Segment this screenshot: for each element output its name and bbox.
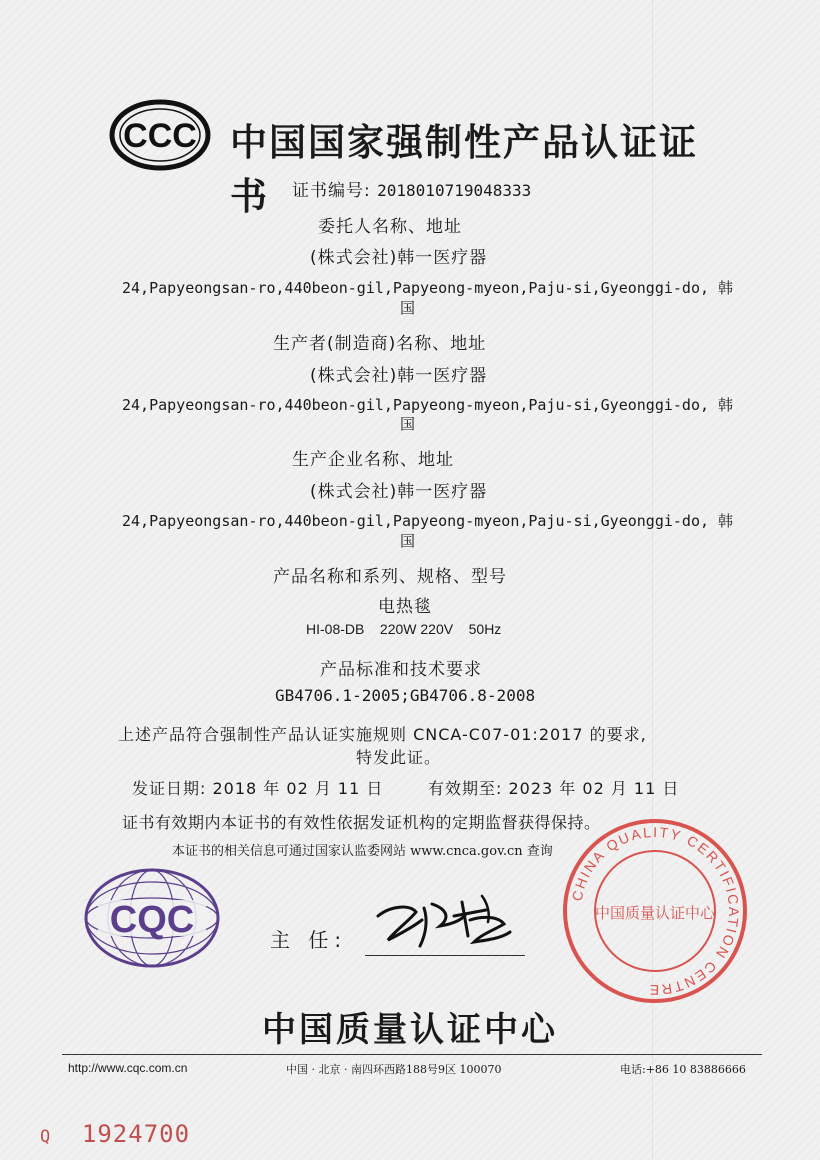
certificate-title: 中国国家强制性产品认证证书 (230, 121, 698, 218)
ccc-logo-text: CCC (123, 117, 197, 155)
statement-line2: 特发此证。 (356, 748, 442, 767)
cqc-logo-text: CQC (109, 899, 195, 941)
signature-line (365, 955, 525, 956)
certificate-number: 2018010719048333 (377, 181, 532, 200)
expiry-date: 2023 年 02 月 11 日 (508, 779, 680, 798)
footer-website: http://www.cqc.com.cn (68, 1061, 188, 1075)
official-seal-icon (560, 816, 750, 1006)
serial-number (40, 1120, 190, 1148)
issue-date: 2018 年 02 月 11 日 (212, 779, 384, 798)
product-name: 电热毯 (378, 597, 432, 617)
manufacturer-address-line2: 国 (400, 415, 416, 433)
certificate-number-label: 证书编号: (292, 181, 371, 201)
product-model: HI-08-DB 220W 220V 50Hz (306, 621, 502, 637)
expiry-date-label: 有效期至: (428, 779, 503, 798)
issuer-name: 中国质量认证中心 (262, 1010, 558, 1050)
manufacturer-name: (株式会社)韩一医疗器 (310, 366, 488, 386)
cqc-logo-icon (82, 866, 222, 970)
applicant-heading: 委托人名称、地址 (318, 217, 462, 237)
factory-address-line1: 24,Papyeongsan-ro,440beon-gil,Papyeong-myeon,Paju-si,Gyeonggi-do, 韩 (122, 512, 734, 530)
factory-address-line2: 国 (400, 532, 416, 550)
product-heading: 产品名称和系列、规格、型号 (273, 567, 507, 587)
footer-address: 中国 · 北京 · 南四环西路188号9区 100070 (286, 1063, 502, 1076)
footer-divider (62, 1054, 762, 1055)
factory-heading: 生产企业名称、地址 (292, 450, 454, 470)
signatory-label: 主 任: (270, 928, 348, 952)
applicant-address-line1: 24,Papyeongsan-ro,440beon-gil,Papyeong-myeon,Paju-si,Gyeonggi-do, 韩 (122, 279, 734, 297)
footer-phone: 电话:+86 10 83886666 (620, 1063, 746, 1076)
standards-heading: 产品标准和技术要求 (320, 660, 482, 680)
serial-value: 1924700 (81, 1120, 191, 1148)
ccc-logo-icon (108, 98, 212, 172)
standards-value: GB4706.1-2005;GB4706.8-2008 (275, 686, 536, 705)
manufacturer-heading: 生产者(制造商)名称、地址 (273, 334, 487, 354)
applicant-name: (株式会社)韩一医疗器 (310, 248, 488, 268)
issue-date-row (132, 776, 383, 799)
statement-line1: 上述产品符合强制性产品认证实施规则 CNCA-C07-01:2017 的要求, (118, 725, 647, 744)
certificate-number-row (292, 176, 531, 201)
signature-image (370, 886, 530, 956)
validity-note: 证书有效期内本证书的有效性依据发证机构的定期监督获得保持。 (122, 813, 601, 832)
applicant-address-line2: 国 (400, 299, 416, 317)
seal-inner-text: 中国质量认证中心 (594, 904, 716, 922)
factory-name: (株式会社)韩一医疗器 (310, 482, 488, 502)
query-note: 本证书的相关信息可通过国家认监委网站 www.cnca.gov.cn 查询 (172, 844, 553, 859)
expiry-date-row (428, 776, 679, 799)
manufacturer-address-line1: 24,Papyeongsan-ro,440beon-gil,Papyeong-myeon,Paju-si,Gyeonggi-do, 韩 (122, 396, 734, 414)
seal-outer-text: CHINA QUALITY CERTIFICATION CENTRE (568, 823, 743, 999)
serial-prefix: Q (40, 1127, 51, 1147)
issue-date-label: 发证日期: (132, 779, 207, 798)
